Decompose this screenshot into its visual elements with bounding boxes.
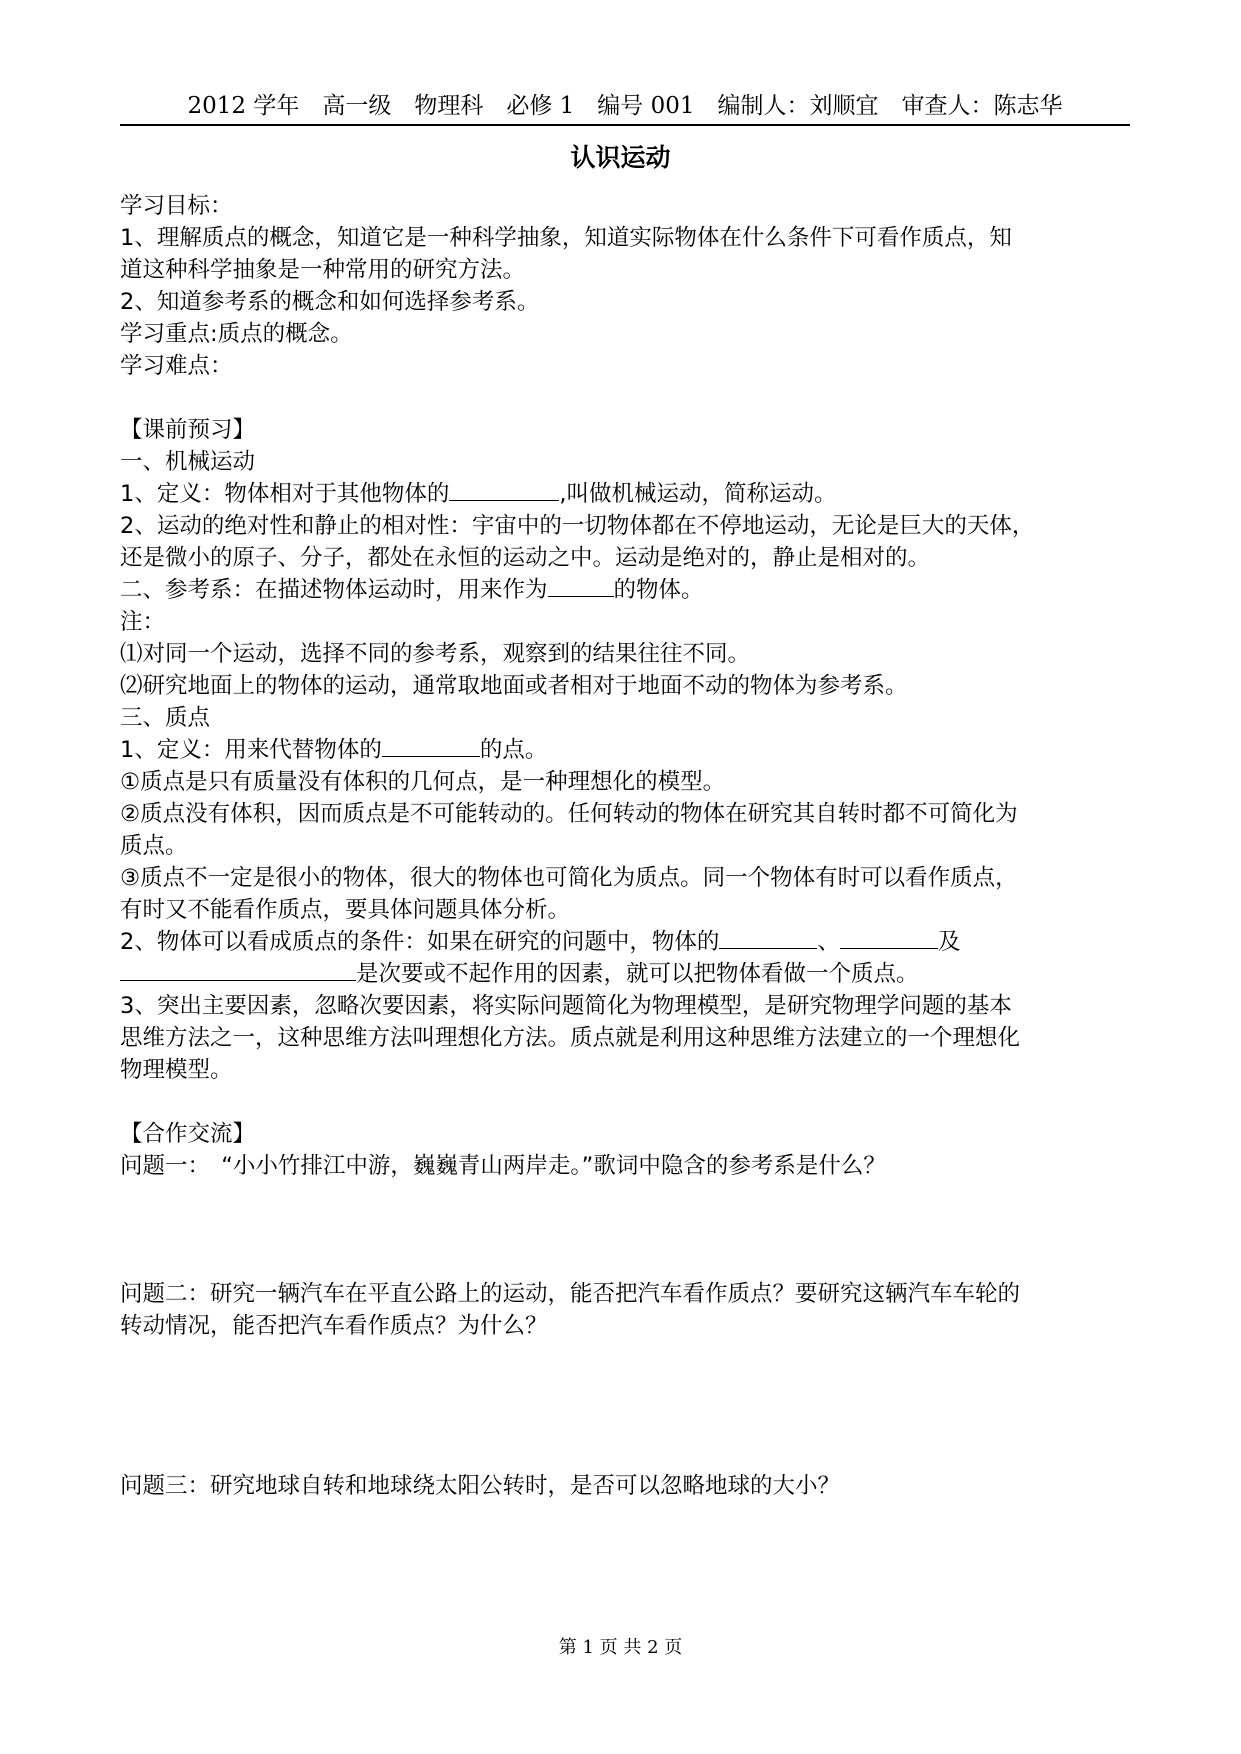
particle-definition-text-1: 1、定义：用来代替物体的 bbox=[120, 737, 382, 763]
reference-frame-text-1: 二、参考系：在描述物体运动时，用来作为 bbox=[120, 577, 548, 603]
particle-definition bbox=[120, 734, 1130, 766]
fill-blank-3[interactable] bbox=[382, 734, 480, 757]
section-1-title: 一、机械运动 bbox=[120, 449, 256, 475]
fill-blank-1[interactable] bbox=[449, 478, 559, 501]
page-title: 认识运动 bbox=[570, 143, 671, 172]
particle-condition-text-2: 是次要或不起作用的因素，就可以把物体看做一个质点。 bbox=[356, 961, 919, 987]
page-header: 2012 学年 高一级 物理科 必修 1 编号 001 编制人：刘顺宜 审查人：陈志华 bbox=[187, 93, 1063, 119]
fill-blank-5[interactable] bbox=[840, 926, 938, 949]
reference-frame-text-2: 的物体。 bbox=[613, 577, 704, 603]
objectives-heading: 学习目标： bbox=[120, 193, 233, 219]
page-footer: 第 1 页 共 2 页 bbox=[558, 1637, 683, 1658]
particle-definition-text-2: 的点。 bbox=[479, 737, 548, 763]
motion-relativity-line-1: 2、运动的绝对性和静止的相对性：宇宙中的一切物体都在不停地运动，无论是巨大的天体， bbox=[120, 513, 1035, 539]
objective-2: 2、知道参考系的概念和如何选择参考系。 bbox=[120, 289, 540, 315]
note-label: 注： bbox=[120, 609, 166, 635]
header-rule bbox=[120, 124, 1130, 126]
key-point: 学习重点:质点的概念。 bbox=[120, 321, 353, 347]
idealization-line-1: 3、突出主要因素，忽略次要因素，将实际问题简化为物理模型，是研究物理学问题的基本 bbox=[120, 993, 1012, 1019]
particle-comment-3-line-2: 有时又不能看作质点，要具体问题具体分析。 bbox=[120, 897, 571, 923]
note-2: ⑵研究地面上的物体的运动，通常取地面或者相对于地面不动的物体为参考系。 bbox=[120, 673, 908, 699]
difficulty: 学习难点： bbox=[120, 353, 233, 379]
particle-comment-3-line-1: ③质点不一定是很小的物体，很大的物体也可简化为质点。同一个物体有时可以看作质点， bbox=[120, 865, 1018, 891]
particle-condition-and: 及 bbox=[937, 929, 961, 955]
idealization-line-3: 物理模型。 bbox=[120, 1057, 233, 1083]
particle-comment-2-line-2: 质点。 bbox=[120, 833, 188, 859]
particle-condition-line-2 bbox=[120, 958, 1130, 990]
preview-heading: 【课前预习】 bbox=[120, 417, 256, 443]
question-2-line-2: 转动情况，能否把汽车看作质点？为什么？ bbox=[120, 1313, 548, 1339]
motion-relativity-line-2: 还是微小的原子、分子，都处在永恒的运动之中。运动是绝对的，静止是相对的。 bbox=[120, 545, 931, 571]
note-1: ⑴对同一个运动，选择不同的参考系，观察到的结果往往不同。 bbox=[120, 641, 751, 667]
cooperation-heading: 【合作交流】 bbox=[120, 1121, 256, 1147]
particle-condition-separator: 、 bbox=[817, 929, 840, 955]
particle-condition-line-1 bbox=[120, 926, 1130, 958]
fill-blank-4[interactable] bbox=[719, 926, 817, 949]
question-2-line-1: 问题二：研究一辆汽车在平直公路上的运动，能否把汽车看作质点？要研究这辆汽车车轮的 bbox=[120, 1281, 1021, 1307]
reference-frame bbox=[120, 574, 1130, 606]
fill-blank-6[interactable] bbox=[120, 958, 356, 981]
motion-definition bbox=[120, 478, 1130, 510]
particle-condition-text-1: 2、物体可以看成质点的条件：如果在研究的问题中，物体的 bbox=[120, 929, 720, 955]
section-3-title: 三、质点 bbox=[120, 705, 211, 731]
particle-comment-1: ①质点是只有质量没有体积的几何点，是一种理想化的模型。 bbox=[120, 769, 726, 795]
motion-definition-text-1: 1、定义：物体相对于其他物体的 bbox=[120, 481, 450, 507]
fill-blank-2[interactable] bbox=[548, 574, 614, 597]
objective-1-line-2: 道这种科学抽象是一种常用的研究方法。 bbox=[120, 257, 526, 283]
question-1: 问题一： “小小竹排江中游，巍巍青山两岸走。”歌词中隐含的参考系是什么？ bbox=[120, 1153, 886, 1179]
motion-definition-text-2: ,叫做机械运动，简称运动。 bbox=[559, 481, 837, 507]
question-3: 问题三：研究地球自转和地球绕太阳公转时，是否可以忽略地球的大小？ bbox=[120, 1473, 841, 1499]
objective-1-line-1: 1、理解质点的概念，知道它是一种科学抽象，知道实际物体在什么条件下可看作质点，知 bbox=[120, 225, 1012, 251]
particle-comment-2-line-1: ②质点没有体积，因而质点是不可能转动的。任何转动的物体在研究其自转时都不可简化为 bbox=[120, 801, 1018, 827]
idealization-line-2: 思维方法之一，这种思维方法叫理想化方法。质点就是利用这种思维方法建立的一个理想化 bbox=[120, 1025, 1021, 1051]
